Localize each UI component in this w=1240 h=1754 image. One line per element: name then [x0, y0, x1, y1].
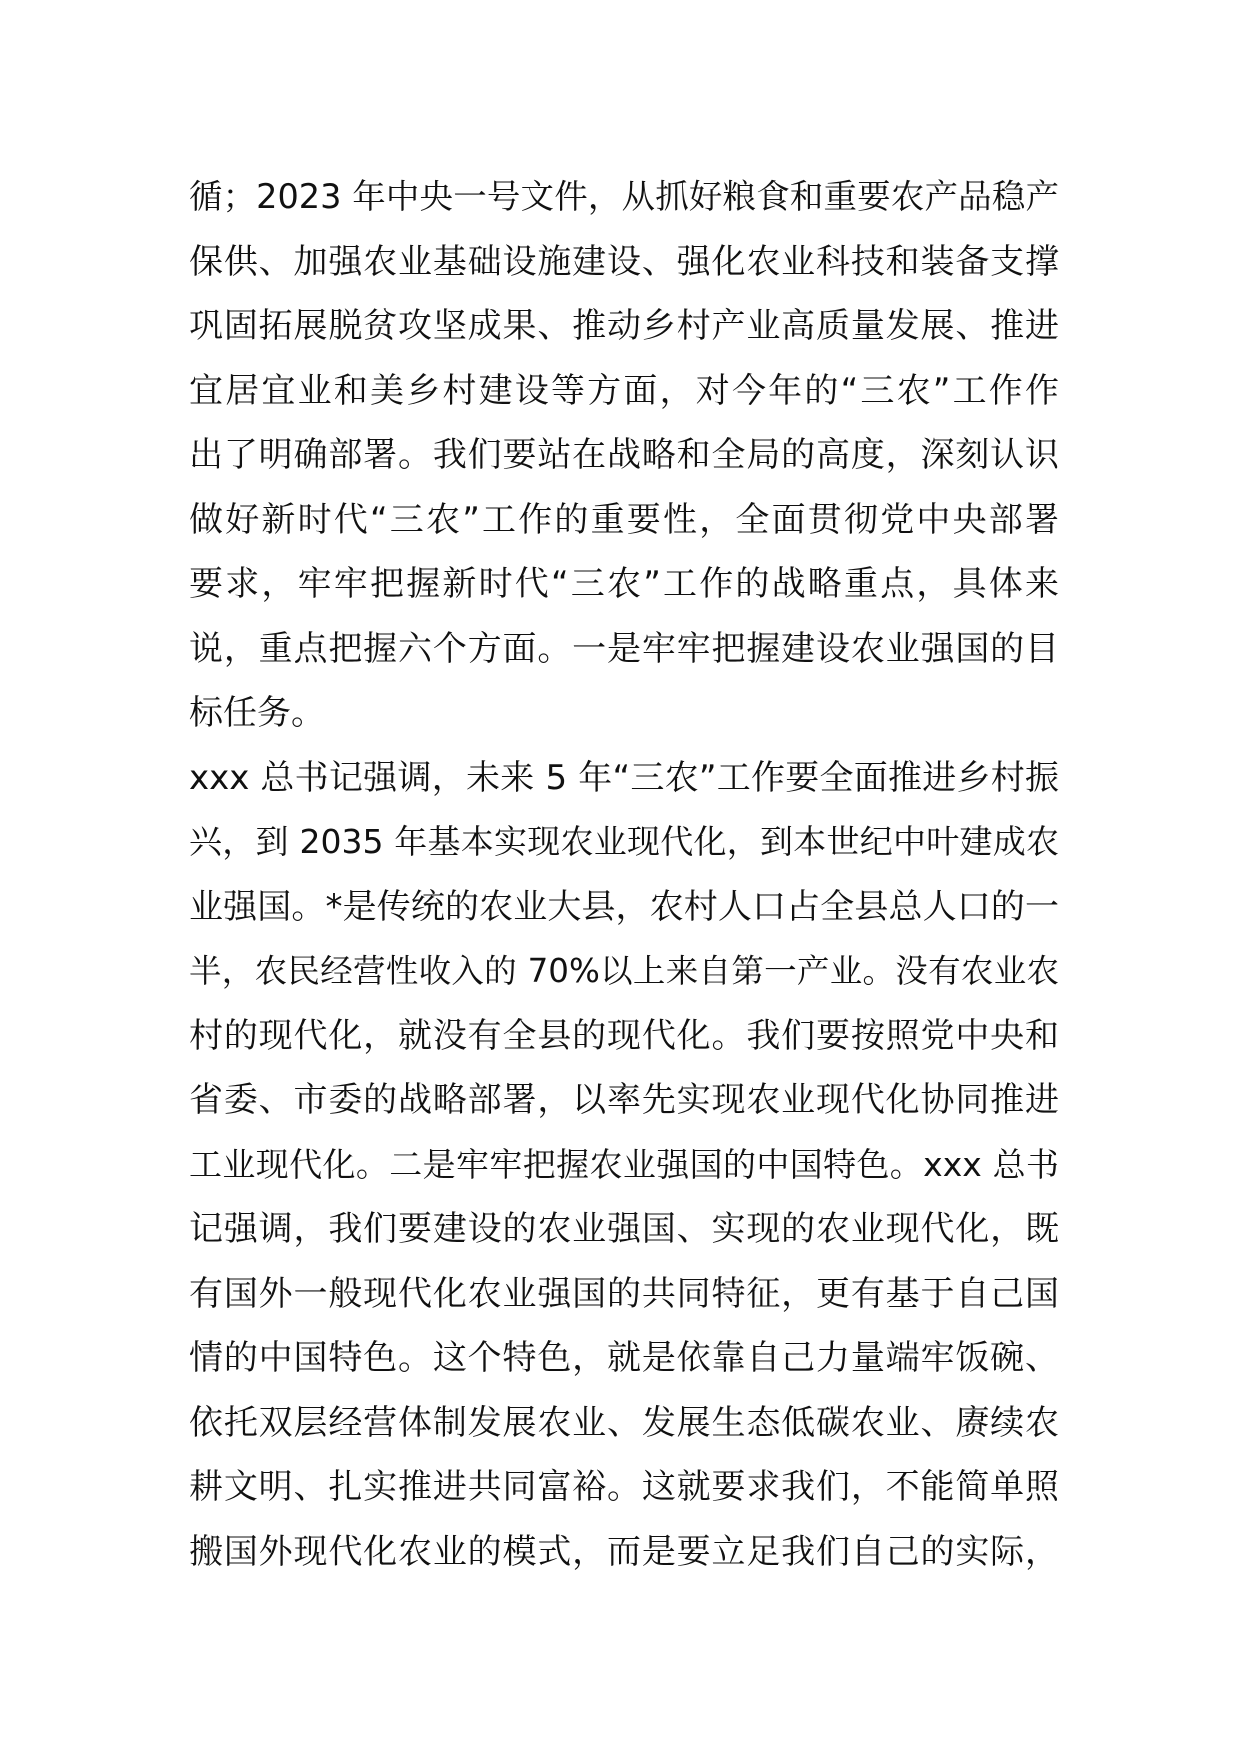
text-line: 巩固拓展脱贫攻坚成果、推动乡村产业高质量发展、推进 [189, 306, 1059, 346]
text-line: 情的中国特色。这个特色，就是依靠自己力量端牢饭碗、 [189, 1338, 1059, 1378]
text-line: 半，农民经营性收入的 70%以上来自第一产业。没有农业农 [189, 952, 1059, 990]
text-line: 有国外一般现代化农业强国的共同特征，更有基于自己国 [189, 1273, 1059, 1314]
text-line: 搬国外现代化农业的模式，而是要立足我们自己的实际， [189, 1531, 1059, 1572]
text-line: 耕文明、扎实推进共同富裕。这就要求我们，不能简单照 [189, 1467, 1059, 1507]
text-line: 保供、加强农业基础设施建设、强化农业科技和装备支撑 [189, 241, 1059, 282]
body-text [189, 165, 1059, 1584]
text-line: 宜居宜业和美乡村建设等方面，对今年的“三农”工作作 [189, 370, 1059, 411]
text-line: 工业现代化。二是牢牢把握农业强国的中国特色。xxx 总书 [189, 1144, 1059, 1184]
text-line: 业强国。*是传统的农业大县，农村人口占全县总人口的一 [189, 886, 1059, 927]
text-line: 省委、市委的战略部署，以率先实现农业现代化协同推进 [189, 1080, 1059, 1120]
text-line: 标任务。 [189, 693, 325, 733]
text-line: 依托双层经营体制发展农业、发展生态低碳农业、赓续农 [189, 1402, 1059, 1443]
text-line: xxx 总书记强调，未来 5 年“三农”工作要全面推进乡村振 [189, 757, 1059, 798]
text-line: 要求，牢牢把握新时代“三农”工作的战略重点，具体来 [189, 564, 1059, 604]
text-line: 说，重点把握六个方面。一是牢牢把握建设农业强国的目 [189, 628, 1059, 669]
text-line: 出了明确部署。我们要站在战略和全局的高度，深刻认识 [189, 435, 1059, 475]
text-line: 兴，到 2035 年基本实现农业现代化，到本世纪中叶建成农 [189, 822, 1059, 861]
text-line: 做好新时代“三农”工作的重要性，全面贯彻党中央部署 [189, 499, 1059, 540]
text-line: 循；2023 年中央一号文件，从抓好粮食和重要农产品稳产 [189, 177, 1059, 216]
text-line: 村的现代化，就没有全县的现代化。我们要按照党中央和 [189, 1015, 1059, 1056]
text-line: 记强调，我们要建设的农业强国、实现的农业现代化，既 [189, 1209, 1059, 1249]
